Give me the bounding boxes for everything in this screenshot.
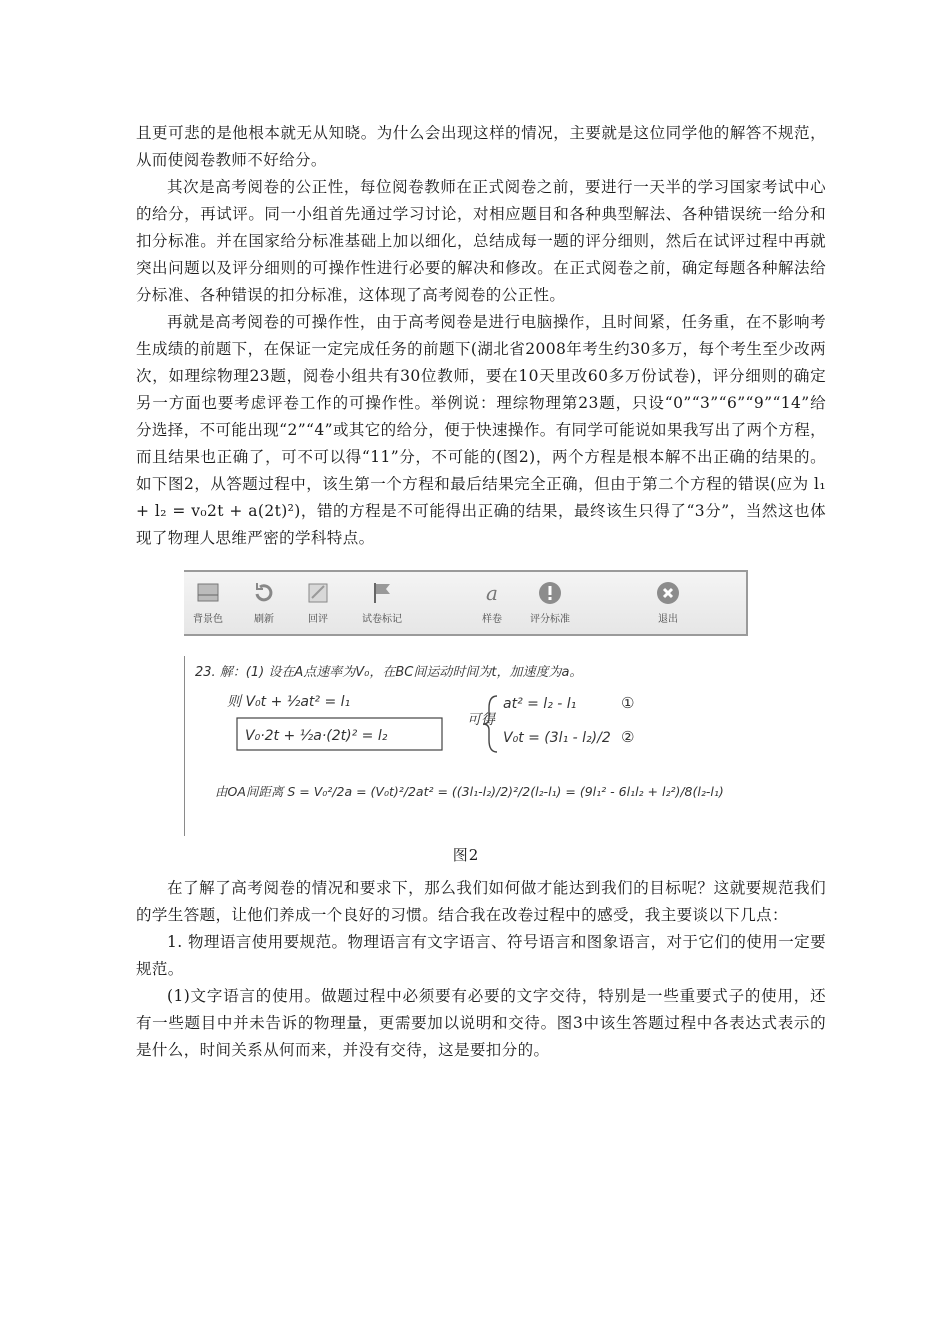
paragraph: 1. 物理语言使用要规范。物理语言有文字语言、符号语言和图象语言，对于它们的使用一定要规范。 [136, 933, 826, 978]
toolbar-label: 退出 [658, 614, 678, 625]
exit-icon [655, 580, 681, 606]
handwritten-answer [184, 656, 748, 836]
toolbar-button-background[interactable] [178, 580, 238, 625]
handwriting-line: 23. 解：(1) 设在A点速率为V₀，在BC间运动时间为t，加速度为a。 [195, 665, 583, 680]
handwriting-equation: at² = l₂ - l₁ [503, 696, 577, 712]
toolbar-label: 背景色 [193, 614, 223, 625]
paragraph: 且更可悲的是他根本就无从知晓。为什么会出现这样的情况，主要就是这位同学他的解答不规范，从而使阅卷教师不好给分。 [136, 124, 826, 169]
svg-text:a: a [486, 581, 498, 605]
handwriting-mark: ① [621, 694, 635, 712]
toolbar-label: 评分标准 [530, 614, 570, 625]
figure-2 [184, 570, 748, 865]
info-icon [537, 580, 563, 606]
toolbar-label: 试卷标记 [362, 614, 402, 625]
toolbar-label: 样卷 [482, 614, 502, 625]
figure-caption: 图2 [452, 846, 480, 864]
refresh-icon [251, 580, 277, 606]
toolbar-button-standard[interactable] [520, 580, 580, 625]
handwriting-mark: ② [621, 728, 635, 746]
grading-toolbar [184, 570, 748, 636]
toolbar-label: 刷新 [254, 614, 274, 625]
handwriting-equation: 由OA间距离 S = V₀²/2a = (V₀t)²/2at² = ((3l₁-l₂)/2)²/2(l₂-l₁) = (9l₁² - 6l₁l₂ + l₂²)/8(l₂-l₁) [215, 784, 724, 799]
paragraph: 再就是高考阅卷的可操作性，由于高考阅卷是进行电脑操作，且时间紧，任务重，在不影响考生成绩的前题下，在保证一定完成任务的前题下(湖北省2008年考生约30多万，每个考生至少改两次，如理综物理23题，阅卷小组共有30位教师，要在10天里改60多万份试卷)，评分细则的确定另一方面也要考虑评卷工作的可操作性。举例说：理综物理第23题，只设“0”“3”“6”“9”“14”给分选择，不可能出现“2”“4”或其它的给分，便于快速操作。有同学可能说如果我写出了两个方程，而且结果也正确了，可不可以得“11”分，不可能的(图2)，两个方程是根本解不出正确的结果的。如下图2，从答题过程中，该生第一个方程和最后结果完全正确，但由于第二个方程的错误(应为 l₁ + l₂ = v₀2t + a(2t)²)，错的方程是不可能得出正确的结果，最终该生只得了“3分”，当然这也体现了物理人思维严密的学科特点。 [136, 313, 826, 547]
handwriting-equation: V₀·2t + ½a·(2t)² = l₂ [245, 728, 388, 744]
toolbar-button-mark[interactable] [352, 580, 412, 625]
toolbar-button-exit[interactable] [638, 580, 698, 625]
background-color-icon [195, 580, 221, 606]
handwriting-equation: 则 V₀t + ½at² = l₁ [227, 694, 351, 710]
toolbar-button-refresh[interactable] [234, 580, 294, 625]
paragraph: 在了解了高考阅卷的情况和要求下，那么我们如何做才能达到我们的目标呢？这就要规范我们的学生答题，让他们养成一个良好的习惯。结合我在改卷过程中的感受，我主要谈以下几点： [136, 879, 826, 924]
toolbar-label: 回评 [308, 614, 328, 625]
flag-icon [369, 580, 395, 606]
paragraph: (1)文字语言的使用。做题过程中必须要有必要的文字交待，特别是一些重要式子的使用，还有一些题目中并未告诉的物理量，更需要加以说明和交待。图3中该生答题过程中各表达式表示的是什么，时间关系从何而来，并没有交待，这是要扣分的。 [136, 987, 826, 1059]
review-icon [305, 580, 331, 606]
handwriting-label: 可得 [467, 712, 495, 728]
handwriting-equation: V₀t = (3l₁ - l₂)/2 [503, 730, 611, 746]
document-body [136, 120, 826, 1064]
toolbar-button-review[interactable] [288, 580, 348, 625]
sample-icon [479, 580, 505, 606]
paragraph: 其次是高考阅卷的公正性，每位阅卷教师在正式阅卷之前，要进行一天半的学习国家考试中心的给分，再试评。同一小组首先通过学习讨论，对相应题目和各种典型解法、各种错误统一给分和扣分标准。并在国家给分标准基础上加以细化，总结成每一题的评分细则，然后在试评过程中再就突出问题以及评分细则的可操作性进行必要的解决和修改。在正式阅卷之前，确定每题各种解法给分标准、各种错误的扣分标准，这体现了高考阅卷的公正性。 [136, 178, 826, 304]
toolbar-button-sample[interactable] [462, 580, 522, 625]
